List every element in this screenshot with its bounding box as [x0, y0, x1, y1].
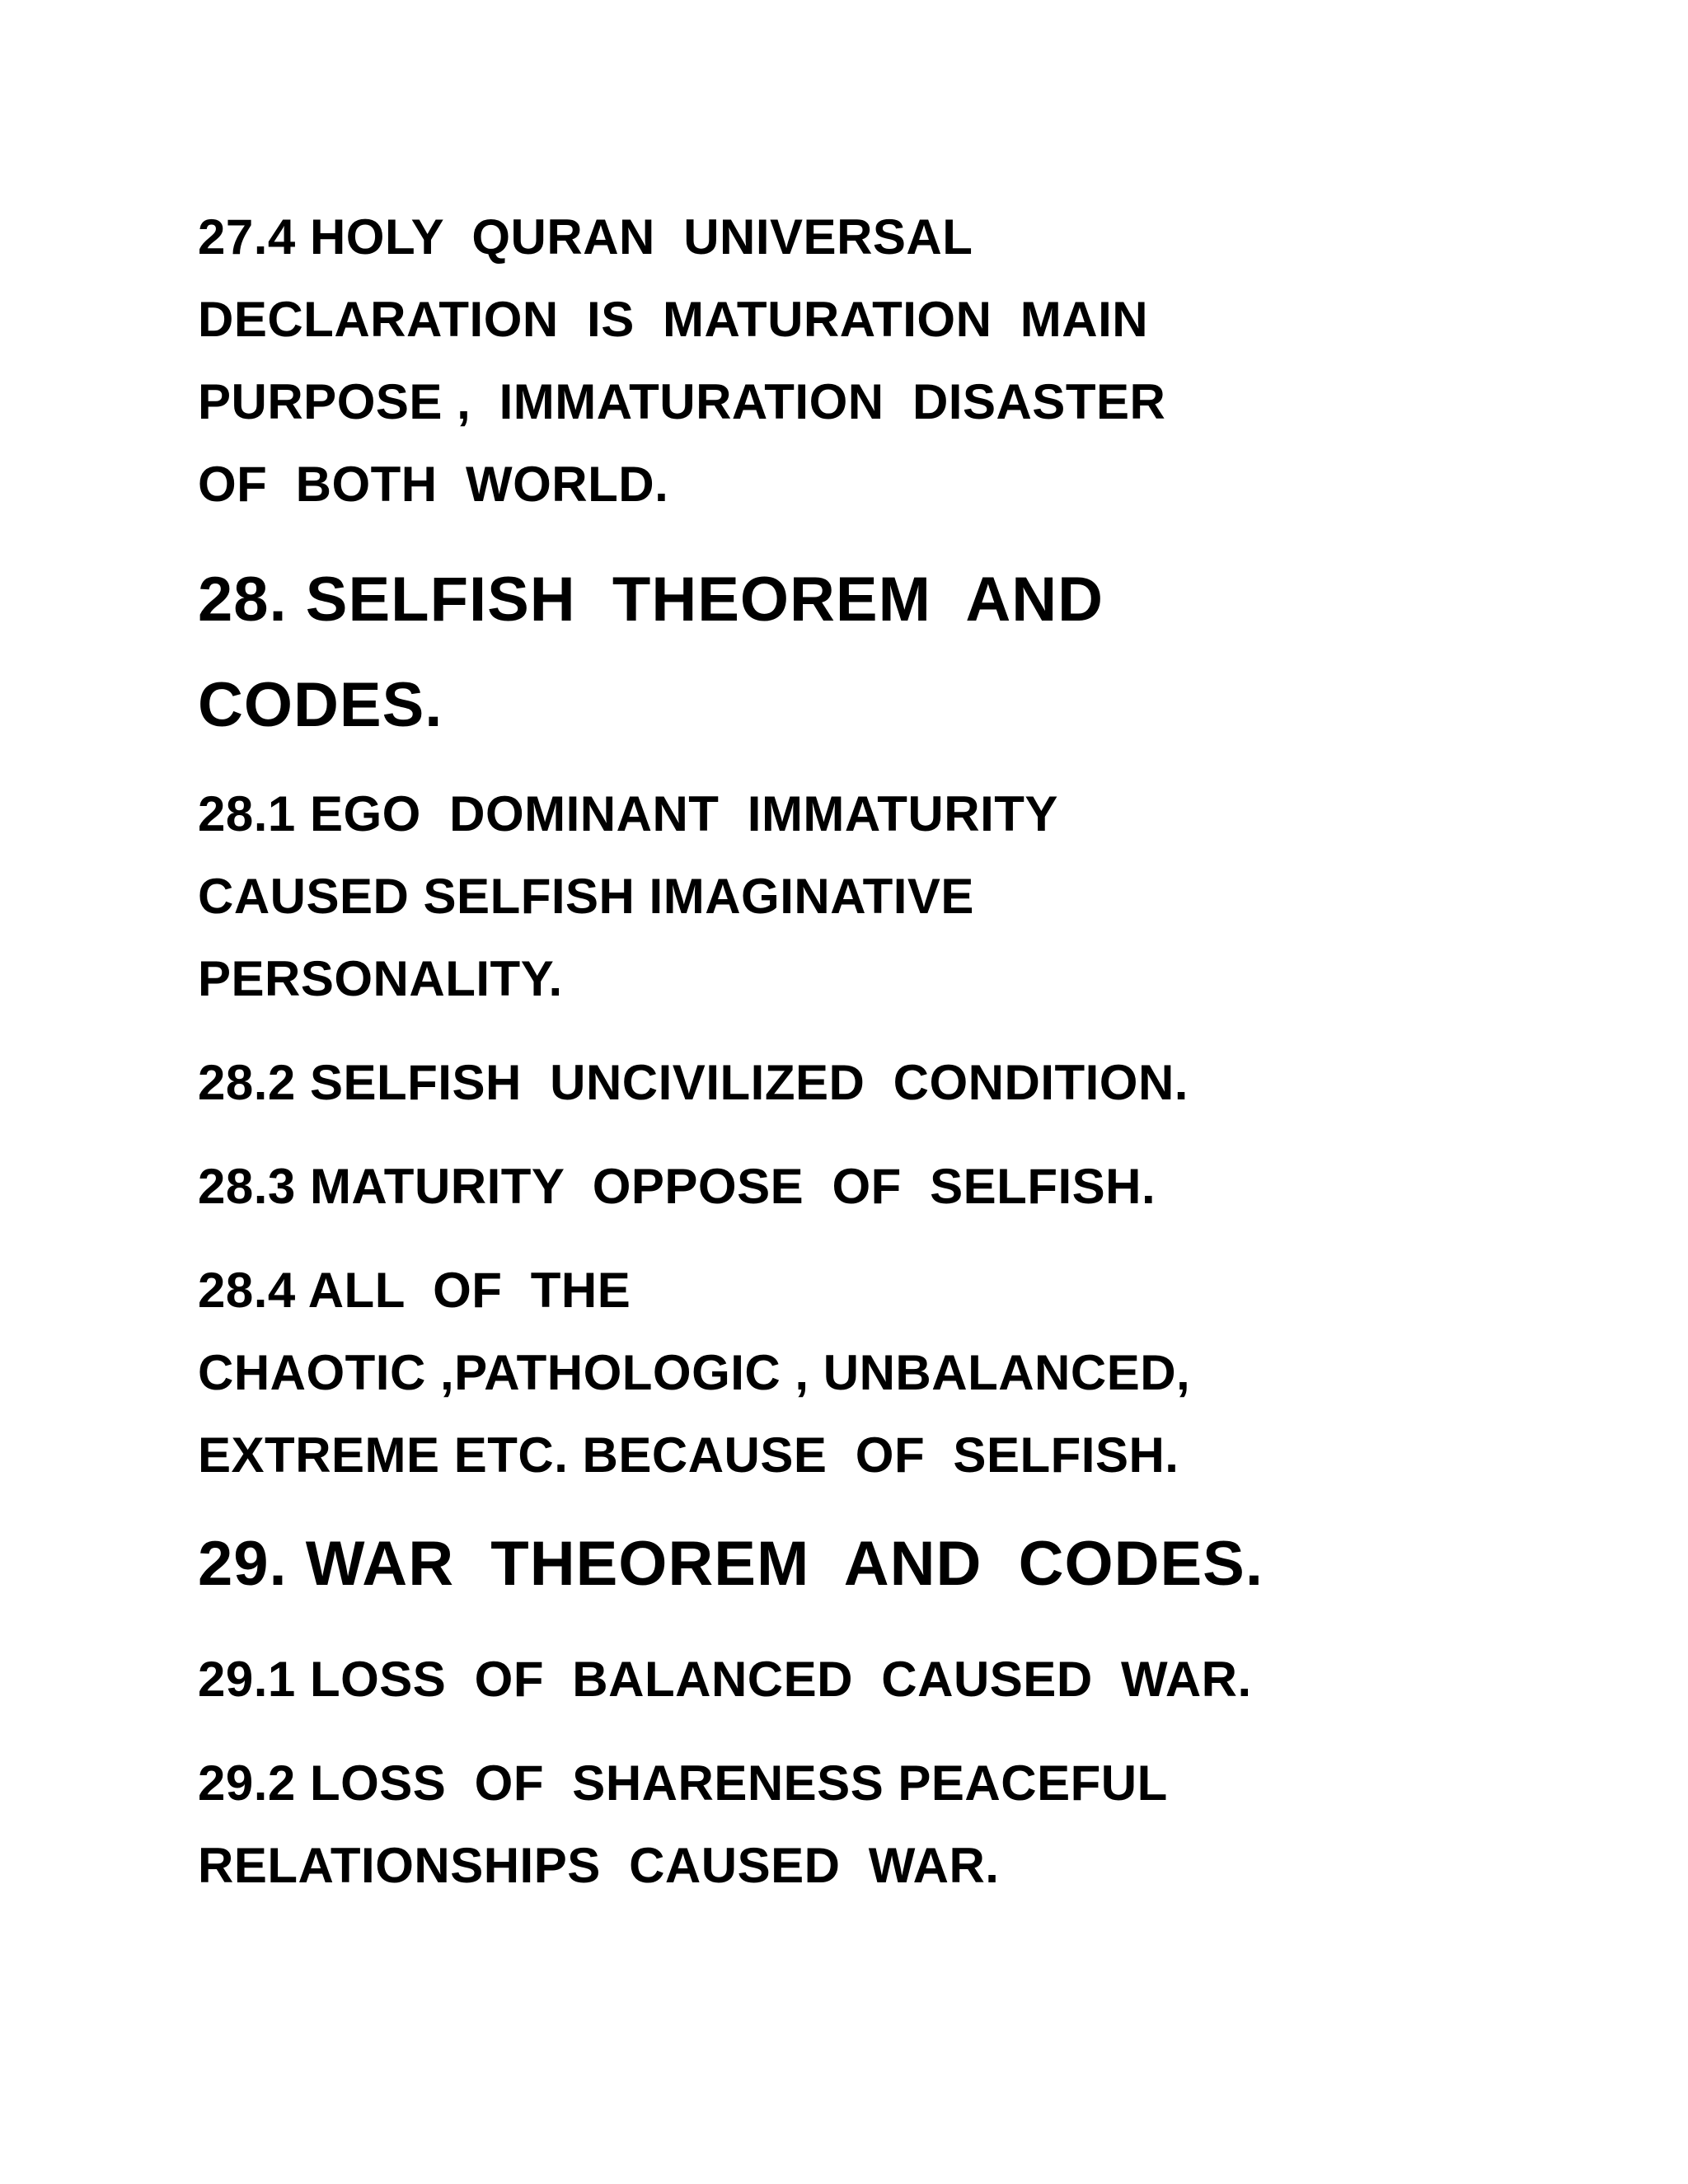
item-28-1-line-3: PERSONALITY.: [198, 951, 563, 1006]
item-28-2-line-1: 28.2 SELFISH UNCIVILIZED CONDITION.: [198, 1055, 1189, 1110]
section-28-heading-line-2: CODES.: [198, 670, 443, 740]
section-29-heading-line-1: 29. WAR THEOREM AND CODES.: [198, 1529, 1264, 1599]
item-28-3-line-1: 28.3 MATURITY OPPOSE OF SELFISH.: [198, 1159, 1156, 1214]
item-28-4-line-1: 28.4 ALL OF THE: [198, 1263, 631, 1318]
item-29-2-line-1: 29.2 LOSS OF SHARENESS PEACEFUL: [198, 1755, 1168, 1811]
section-28-heading-line-1: 28. SELFISH THEOREM AND: [198, 565, 1104, 635]
item-27-4-line-4: OF BOTH WORLD.: [198, 457, 669, 512]
item-28-4-line-2: CHAOTIC ,PATHOLOGIC , UNBALANCED,: [198, 1345, 1191, 1400]
item-27-4-line-1: 27.4 HOLY QURAN UNIVERSAL: [198, 209, 973, 265]
item-29-2-line-2: RELATIONSHIPS CAUSED WAR.: [198, 1838, 1000, 1893]
item-28-4-line-3: EXTREME ETC. BECAUSE OF SELFISH.: [198, 1427, 1179, 1483]
item-28-1-line-1: 28.1 EGO DOMINANT IMMATURITY: [198, 786, 1058, 841]
item-28-1-line-2: CAUSED SELFISH IMAGINATIVE: [198, 869, 974, 924]
item-27-4-line-2: DECLARATION IS MATURATION MAIN: [198, 292, 1149, 347]
item-27-4-line-3: PURPOSE , IMMATURATION DISASTER: [198, 374, 1166, 429]
item-29-1-line-1: 29.1 LOSS OF BALANCED CAUSED WAR.: [198, 1652, 1252, 1707]
